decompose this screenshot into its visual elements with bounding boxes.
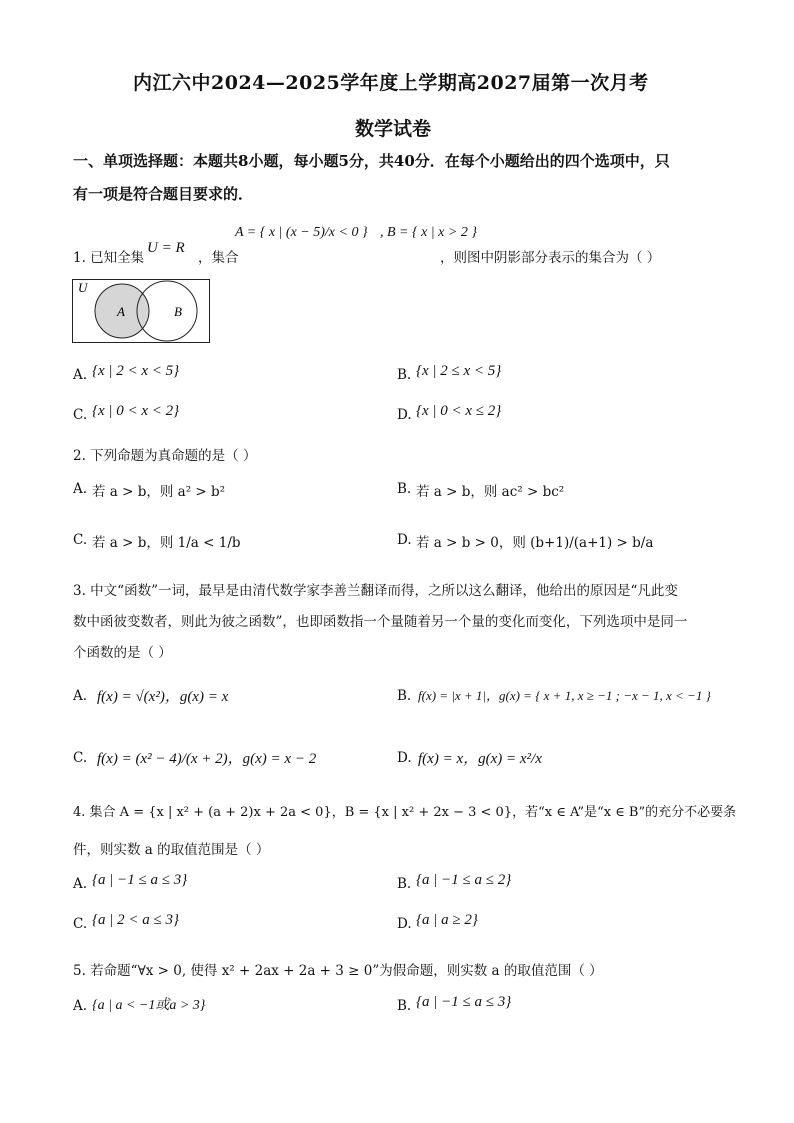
q4-option-a-text: {a | −1 ≤ a ≤ 3} — [92, 872, 188, 888]
q4-option-c-label: C. — [73, 916, 88, 932]
q3-option-c-label: C. — [73, 750, 88, 766]
q4-line1: 4. 集合 A = {x | x² + (a + 2)x + 2a < 0}，B = {x | x² + 2x − 3 < 0}，若“x ∈ A”是“x ∈ B”的充分不必要条 — [73, 805, 737, 820]
q1-option-a-text: {x | 2 < x < 5} — [92, 363, 180, 379]
q2-option-c-text: 若 a > b，则 1/a < 1/b — [92, 535, 241, 551]
q3-option-c-text: f(x) = (x² − 4)/(x + 2)，g(x) = x − 2 — [97, 751, 317, 767]
venn-label-a: A — [117, 304, 125, 319]
q2-option-a-label: A. — [73, 481, 88, 497]
q3-option-b-text: f(x) = |x + 1|，g(x) = { x + 1, x ≥ −1 ; −x − 1, x < −1 } — [418, 688, 711, 703]
q1-option-b-label: B. — [397, 367, 412, 383]
q4-line2: 件，则实数 a 的取值范围是（ ） — [73, 842, 270, 858]
q4-option-b-label: B. — [397, 876, 412, 892]
q5-option-b-text: {a | −1 ≤ a ≤ 3} — [416, 994, 512, 1010]
q1-option-b-text: {x | 2 ≤ x < 5} — [416, 363, 502, 379]
exam-subtitle: 数学试卷 — [355, 118, 432, 140]
q1-option-a-label: A. — [73, 367, 88, 383]
q2-option-b-label: B. — [397, 481, 412, 497]
q2-option-d-label: D. — [397, 532, 412, 548]
q4-option-b-text: {a | −1 ≤ a ≤ 2} — [416, 872, 512, 888]
q1-set-b: , B = { x | x > 2 } — [380, 225, 477, 240]
q5-option-a-label: A. — [73, 998, 88, 1014]
q5-option-b-label: B. — [397, 998, 412, 1014]
q1-option-d-text: {x | 0 < x ≤ 2} — [416, 403, 502, 419]
q1-option-c-label: C. — [73, 407, 88, 423]
q3-option-b-label: B. — [397, 688, 412, 704]
q3-line2: 数中函彼变数者，则此为彼之函数”，也即函数指一个量随着另一个量的变化而变化，下列选项中是同一 — [73, 614, 688, 630]
q3-option-a-label: A. — [73, 688, 88, 704]
venn-label-b: B — [174, 304, 182, 319]
q1-mid: ，集合 — [198, 250, 239, 266]
q4-option-c-text: {a | 2 < a ≤ 3} — [92, 912, 179, 928]
q3-option-d-text: f(x) = x，g(x) = x²/x — [418, 751, 542, 767]
q2-option-c-label: C. — [73, 532, 88, 548]
q3-line1: 3. 中文“函数”一词，最早是由清代数学家李善兰翻译而得，之所以这么翻译，他给出的原因是“凡此变 — [73, 583, 678, 599]
q4-option-a-label: A. — [73, 876, 88, 892]
q3-option-a-text: f(x) = √(x²)，g(x) = x — [97, 689, 229, 705]
q5-stem: 5. 若命题“∀x > 0, 使得 x² + 2ax + 2a + 3 ≥ 0”为假命题，则实数 a 的取值范围（ ） — [73, 963, 603, 979]
venn-label-u: U — [78, 280, 88, 295]
q1-universal-set: U = R — [147, 240, 185, 256]
q1-set-a: A = { x | (x − 5)/x < 0 } — [235, 225, 368, 240]
q5-option-a-text: {a | a < −1或a > 3} — [92, 998, 206, 1013]
q1-option-d-label: D. — [397, 407, 412, 423]
q1-option-c-text: {x | 0 < x < 2} — [92, 403, 180, 419]
section-heading-line2: 有一项是符合题目要求的． — [73, 185, 254, 203]
venn-diagram — [72, 279, 210, 343]
q2-option-a-text: 若 a > b，则 a² > b² — [92, 484, 226, 500]
q4-option-d-label: D. — [397, 916, 412, 932]
q3-option-d-label: D. — [397, 750, 412, 766]
q2-stem: 2. 下列命题为真命题的是（ ） — [73, 448, 257, 464]
section-heading-line1: 一、单项选择题：本题共8小题，每小题5分，共40分．在每个小题给出的四个选项中，只 — [73, 152, 670, 170]
q1-prefix: 1. 已知全集 — [73, 250, 145, 266]
q2-option-b-text: 若 a > b，则 ac² > bc² — [416, 484, 565, 500]
exam-title: 内江六中2024—2025学年度上学期高2027届第一次月考 — [133, 72, 649, 94]
q4-option-d-text: {a | a ≥ 2} — [416, 912, 478, 928]
q1-suffix: ，则图中阴影部分表示的集合为（ ） — [440, 250, 661, 266]
q3-line3: 个函数的是（ ） — [73, 645, 172, 661]
q2-option-d-text: 若 a > b > 0，则 (b+1)/(a+1) > b/a — [416, 535, 654, 551]
